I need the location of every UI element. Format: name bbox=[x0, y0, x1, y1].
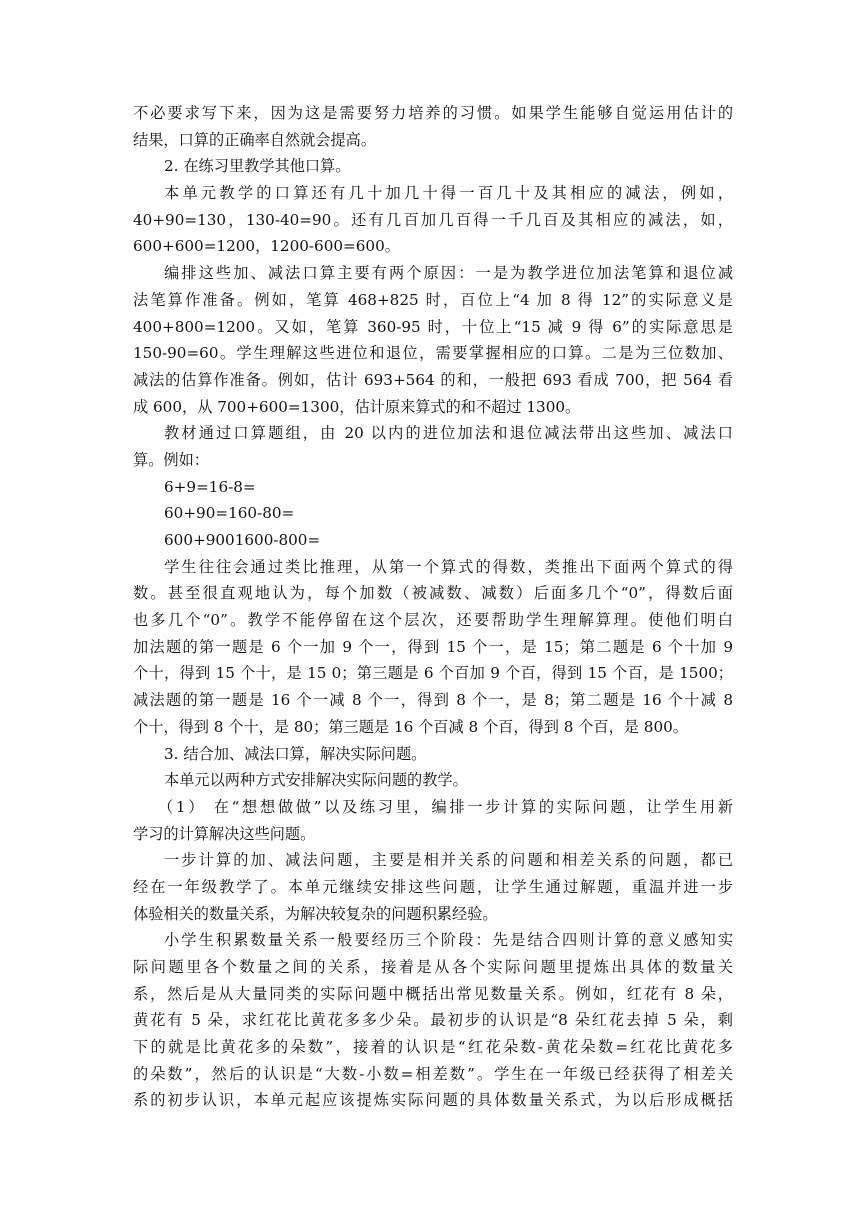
text-line: 150-90=60。学生理解这些进位和退位，需要掌握相应的口算。二是为三位数加、 bbox=[133, 344, 733, 363]
text-line: （1） 在“想想做做”以及练习里，编排一步计算的实际问题，让学生用新 bbox=[158, 797, 733, 816]
text-line: 下的就是比黄花多的朵数”，接着的认识是“红花朵数-黄花朵数=红花比黄花多 bbox=[133, 1038, 733, 1057]
text-line: 学生往往会通过类比推理，从第一个算式的得数，类推出下面两个算式的得 bbox=[164, 557, 733, 576]
text-line: 算。例如： bbox=[133, 450, 209, 469]
text-line: 经在一年级教学了。本单元继续安排这些问题，让学生通过解题，重温并进一步 bbox=[133, 877, 733, 896]
text-line: 600+600=1200，1200-600=600。 bbox=[133, 237, 400, 256]
text-line: 减法题的第一题是 16 个一减 8 个一，得到 8 个一，是 8；第二题是 16 个十减 8 bbox=[133, 691, 733, 710]
text-line: 40+90=130，130-40=90。还有几百加几百得一千几百及其相应的减法，如， bbox=[133, 210, 733, 229]
text-line: 数。甚至很直观地认为，每个加数（被减数、减数）后面多几个“0”，得数后面 bbox=[133, 584, 733, 603]
text-line: 3. 结合加、减法口算，解决实际问题。 bbox=[164, 744, 427, 763]
text-line: 小学生积累数量关系一般要经历三个阶段：先是结合四则计算的意义感知实 bbox=[164, 931, 733, 950]
text-line: 个十，得到 15 个十，是 15 0；第三题是 6 个百加 9 个百，得到 15 个百，是 1500； bbox=[133, 664, 733, 683]
text-line: 6+9=16-8= bbox=[164, 477, 256, 496]
text-line: 60+90=160-80= bbox=[164, 504, 295, 523]
text-line: 系，然后是从大量同类的实际问题中概括出常见数量关系。例如，红花有 8 朵， bbox=[133, 984, 733, 1003]
text-line: 600+9001600-800= bbox=[164, 531, 321, 549]
text-line: 个十，得到 8 个十，是 80；第三题是 16 个百减 8 个百，得到 8 个百，是 800。 bbox=[133, 717, 688, 736]
text-line: 不必要求写下来，因为这是需要努力培养的习惯。如果学生能够自觉运用估计的 bbox=[133, 104, 733, 122]
text-line: 际问题里各个数量之间的关系，接着是从各个实际问题里提炼出具体的数量关 bbox=[133, 958, 733, 976]
text-line: 编排这些加、减法口算主要有两个原因：一是为教学进位加法笔算和退位减 bbox=[164, 264, 733, 283]
text-line: 黄花有 5 朵，求红花比黄花多多少朵。最初步的认识是“8 朵红花去掉 5 朵，剩 bbox=[133, 1011, 733, 1030]
text-line: 成 600，从 700+600=1300，估计原来算式的和不超过 1300。 bbox=[133, 397, 581, 416]
text-line: 系的初步认识，本单元起应该提炼实际问题的具体数量关系式，为以后形成概括 bbox=[133, 1091, 733, 1110]
text-line: 学习的计算解决这些问题。 bbox=[133, 824, 316, 843]
text-line: 教材通过口算题组，由 20 以内的进位加法和退位减法带出这些加、减法口 bbox=[164, 424, 733, 443]
text-line: 加法题的第一题是 6 个一加 9 个一，得到 15 个一，是 15；第二题是 6 个十加 9 bbox=[133, 637, 733, 656]
text-line: 体验相关的数量关系，为解决较复杂的问题积累经验。 bbox=[133, 904, 498, 923]
text-line: 2. 在练习里教学其他口算。 bbox=[164, 157, 351, 176]
text-line: 法笔算作准备。例如，笔算 468+825 时，百位上“4 加 8 得 12”的实际意义是 bbox=[133, 290, 733, 309]
text-line: 的朵数”，然后的认识是“大数-小数=相差数”。学生在一年级已经获得了相差关 bbox=[133, 1064, 733, 1083]
text-line: 本单元以两种方式安排解决实际问题的教学。 bbox=[164, 771, 468, 790]
text-line: 减法的估算作准备。例如，估计 693+564 的和，一般把 693 看成 700，把 564 看 bbox=[133, 370, 733, 389]
document-body bbox=[133, 100, 733, 1114]
text-line: 400+800=1200。又如，笔算 360-95 时，十位上“15 减 9 得 6”的实际意思是 bbox=[133, 317, 733, 336]
text-line: 本单元教学的口算还有几十加几十得一百几十及其相应的减法，例如， bbox=[164, 184, 733, 203]
text-line: 也多几个“0”。教学不能停留在这个层次，还要帮助学生理解算理。使他们明白 bbox=[133, 611, 733, 630]
text-line: 一步计算的加、减法问题，主要是相并关系的问题和相差关系的问题，都已 bbox=[164, 851, 733, 870]
text-line: 结果，口算的正确率自然就会提高。 bbox=[133, 130, 376, 149]
